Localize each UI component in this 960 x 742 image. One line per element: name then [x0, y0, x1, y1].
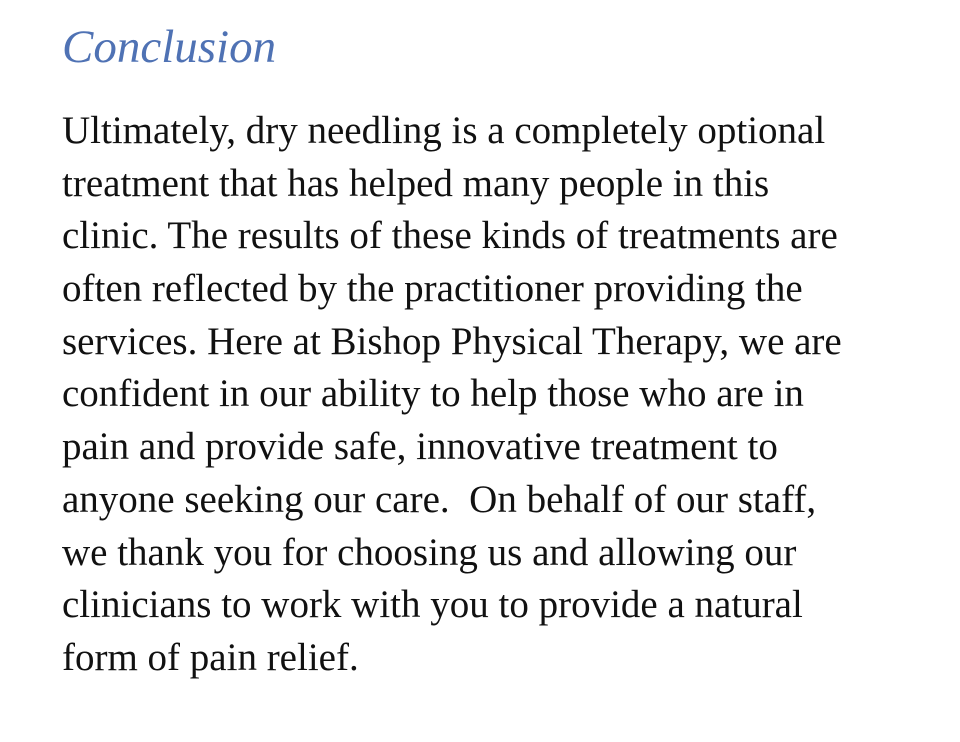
paragraph-line: pain and provide safe, innovative treatment to: [62, 425, 778, 469]
paragraph-line: often reflected by the practitioner providing the: [62, 267, 803, 311]
paragraph-line: we thank you for choosing us and allowing our: [62, 530, 797, 574]
paragraph-line: clinic. The results of these kinds of treatments are: [62, 214, 838, 258]
paragraph-line: services. Here at Bishop Physical Therapy, we are: [62, 319, 842, 363]
paragraph-line: treatment that has helped many people in this: [62, 161, 770, 205]
section-heading: Conclusion: [62, 21, 277, 73]
paragraph-line: form of pain relief.: [62, 635, 359, 679]
paragraph-line: confident in our ability to help those who are in: [62, 372, 804, 416]
paragraph-line: anyone seeking our care. On behalf of our staff,: [62, 477, 817, 521]
conclusion-paragraph: [62, 105, 942, 685]
paragraph-line: clinicians to work with you to provide a natural: [62, 583, 803, 627]
paragraph-line: Ultimately, dry needling is a completely optional: [62, 109, 826, 152]
